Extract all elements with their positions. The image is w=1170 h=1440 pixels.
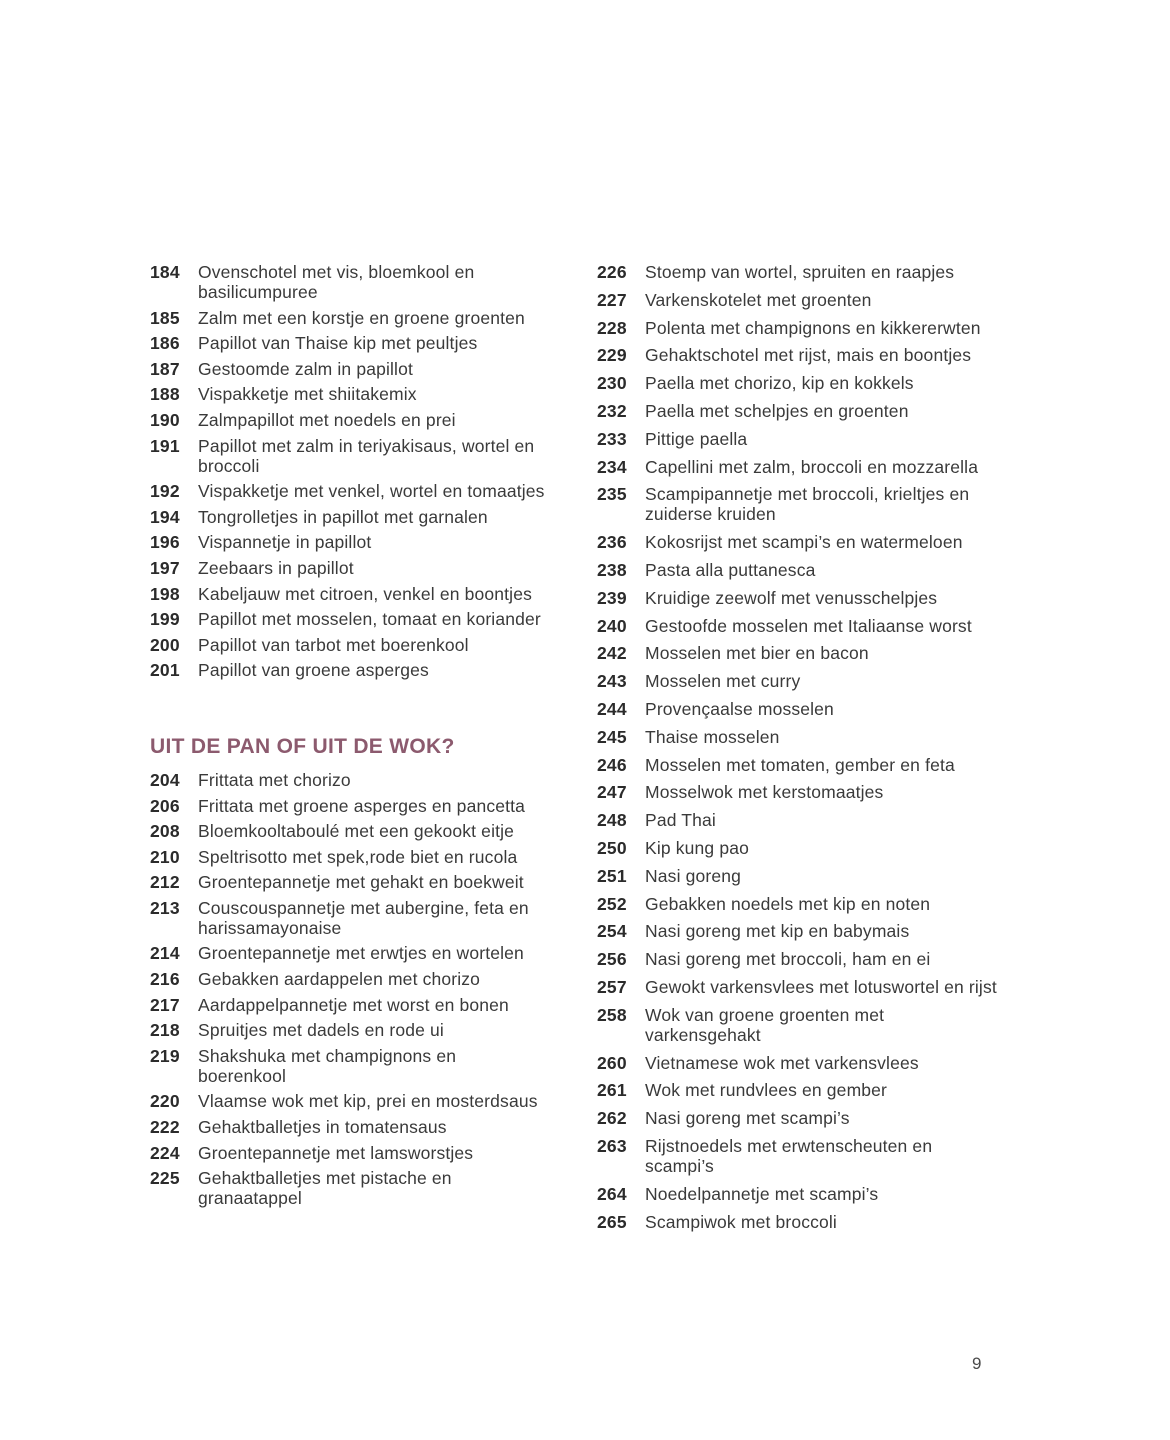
toc-recipe-title: Kip kung pao: [645, 837, 749, 858]
toc-entry: [150, 635, 545, 655]
toc-page-number: 184: [150, 262, 180, 282]
toc-entry: [597, 1108, 997, 1128]
toc-recipe-title: Tongrolletjes in papillot met garnalen: [198, 506, 488, 527]
toc-recipe-title: Mosselen met curry: [645, 671, 801, 692]
toc-recipe-title: Papillot met mosselen, tomaat en koriander: [198, 609, 541, 630]
toc-recipe-title: Gehaktballetjes met pistache en granaatappel: [198, 1168, 452, 1209]
toc-page-number: 191: [150, 435, 180, 456]
toc-page-number: 235: [597, 484, 627, 505]
toc-recipe-title: Capellini met zalm, broccoli en mozzarella: [645, 456, 979, 477]
toc-page-number: 200: [150, 634, 180, 655]
toc-recipe-title: Papillot van groene asperges: [198, 660, 429, 681]
toc-page-number: 257: [597, 976, 627, 997]
toc-recipe-title: Pasta alla puttanesca: [645, 559, 816, 580]
toc-page-number: 239: [597, 587, 627, 608]
toc-page-number: 238: [597, 559, 627, 580]
toc-recipe-title: Nasi goreng met scampi’s: [645, 1108, 850, 1129]
toc-page-number: 216: [150, 969, 180, 990]
toc-entry: [597, 318, 997, 338]
toc-page-number: 187: [150, 358, 180, 379]
toc-recipe-title: Wok met rundvlees en gember: [645, 1080, 888, 1101]
toc-recipe-title: Pad Thai: [645, 810, 716, 831]
toc-page-number: 250: [597, 837, 627, 858]
toc-page-number: 240: [597, 615, 627, 636]
toc-entry: [597, 457, 997, 477]
toc-recipe-title: Stoemp van wortel, spruiten en raapjes: [645, 262, 955, 282]
toc-page-number: 218: [150, 1020, 180, 1041]
toc-entry: [150, 359, 545, 379]
toc-recipe-title: Varkenskotelet met groenten: [645, 289, 872, 310]
toc-entry: [150, 609, 545, 629]
toc-page-number: 264: [597, 1183, 627, 1204]
toc-page-number: 254: [597, 921, 627, 942]
toc-recipe-title: Vispannetje in papillot: [198, 532, 372, 553]
toc-entry: [150, 333, 545, 353]
toc-recipe-title: Mosselen met tomaten, gember en feta: [645, 754, 955, 775]
toc-page-number: 225: [150, 1168, 180, 1189]
toc-entry: [150, 660, 545, 680]
toc-recipe-title: Couscouspannetje met aubergine, feta en harissamayonaise: [198, 897, 529, 938]
toc-entry: [150, 384, 545, 404]
toc-entry: [597, 1053, 997, 1073]
toc-page-number: 217: [150, 994, 180, 1015]
toc-entry: [597, 401, 997, 421]
toc-recipe-title: Gehaktballetjes in tomatensaus: [198, 1117, 447, 1138]
toc-entry: [150, 1020, 545, 1040]
toc-recipe-title: Scampipannetje met broccoli, krieltjes en zuiderse kruiden: [645, 484, 970, 525]
toc-recipe-title: Paella met schelpjes en groenten: [645, 400, 909, 421]
toc-page-number: 246: [597, 754, 627, 775]
toc-recipe-title: Provençaalse mosselen: [645, 698, 834, 719]
toc-recipe-title: Nasi goreng: [645, 865, 742, 886]
toc-entry: [597, 949, 997, 969]
toc-entry: [150, 584, 545, 604]
toc-entry: [150, 410, 545, 430]
toc-entry: [597, 484, 997, 524]
toc-recipe-title: Zalmpapillot met noedels en prei: [198, 409, 456, 430]
toc-page-number: 229: [597, 345, 627, 366]
toc-entry: [597, 1184, 997, 1204]
toc-recipe-title: Kabeljauw met citroen, venkel en boontjes: [198, 583, 532, 604]
toc-recipe-title: Papillot van tarbot met boerenkool: [198, 634, 469, 655]
toc-recipe-title: Groentepannetje met erwtjes en wortelen: [198, 943, 524, 964]
toc-page-number: 261: [597, 1080, 627, 1101]
toc-page-number: 219: [150, 1045, 180, 1066]
toc-page-number: 192: [150, 481, 180, 502]
toc-page-number: 262: [597, 1108, 627, 1129]
toc-entry: [597, 588, 997, 608]
toc-recipe-title: Aardappelpannetje met worst en bonen: [198, 994, 509, 1015]
toc-page-number: 220: [150, 1091, 180, 1112]
toc-page-number: 256: [597, 949, 627, 970]
toc-recipe-title: Papillot met zalm in teriyakisaus, wortel en broccoli: [198, 435, 535, 476]
toc-entry: [150, 796, 545, 816]
toc-entry: [150, 1117, 545, 1137]
toc-entry: [597, 643, 997, 663]
toc-entry: [150, 481, 545, 501]
toc-entry: [150, 1091, 545, 1111]
toc-entry: [150, 1046, 545, 1086]
toc-recipe-title: Gehaktschotel met rijst, mais en boontjes: [645, 345, 972, 366]
toc-list-bottom: [150, 770, 545, 1208]
toc-recipe-title: Kruidige zeewolf met venusschelpjes: [645, 587, 938, 608]
toc-page-number: 263: [597, 1135, 627, 1156]
toc-entry: [150, 898, 545, 938]
toc-page-number: 258: [597, 1004, 627, 1025]
toc-page-number: 197: [150, 557, 180, 578]
toc-entry: [150, 1168, 545, 1208]
toc-recipe-title: Nasi goreng met kip en babymais: [645, 921, 910, 942]
toc-recipe-title: Frittata met groene asperges en pancetta: [198, 795, 526, 816]
toc-entry: [597, 1005, 997, 1045]
toc-recipe-title: Nasi goreng met broccoli, ham en ei: [645, 949, 931, 970]
toc-recipe-title: Zeebaars in papillot: [198, 557, 354, 578]
toc-page-number: 245: [597, 726, 627, 747]
toc-entry: [597, 262, 997, 282]
toc-entry: [597, 810, 997, 830]
toc-recipe-title: Frittata met chorizo: [198, 769, 351, 790]
toc-recipe-title: Polenta met champignons en kikkererwten: [645, 317, 981, 338]
toc-page-number: 244: [597, 698, 627, 719]
toc-page-number: 265: [597, 1211, 627, 1232]
toc-list-right: [597, 262, 997, 1232]
toc-entry: [597, 782, 997, 802]
toc-recipe-title: Speltrisotto met spek,rode biet en rucola: [198, 846, 518, 867]
right-column: [597, 262, 997, 1239]
toc-entry: [597, 1212, 997, 1232]
toc-recipe-title: Thaise mosselen: [645, 726, 780, 747]
toc-entry: [597, 616, 997, 636]
toc-entry: [597, 429, 997, 449]
toc-recipe-title: Bloemkooltaboulé met een gekookt eitje: [198, 821, 515, 842]
toc-entry: [597, 894, 997, 914]
toc-page-number: 260: [597, 1052, 627, 1073]
toc-recipe-title: Mosselen met bier en bacon: [645, 643, 869, 664]
toc-recipe-title: Mosselwok met kerstomaatjes: [645, 782, 884, 803]
toc-entry: [150, 1143, 545, 1163]
toc-page-number: 212: [150, 872, 180, 893]
toc-entry: [150, 507, 545, 527]
toc-entry: [597, 1136, 997, 1176]
toc-recipe-title: Gebakken aardappelen met chorizo: [198, 969, 481, 990]
toc-page-number: 198: [150, 583, 180, 604]
toc-entry: [150, 821, 545, 841]
toc-page-number: 227: [597, 289, 627, 310]
toc-entry: [597, 866, 997, 886]
toc-entry: [150, 262, 545, 302]
toc-recipe-title: Wok van groene groenten met varkensgehakt: [645, 1004, 885, 1045]
toc-page-number: 185: [150, 307, 180, 328]
section-spacer: [150, 686, 545, 734]
toc-page-number: 233: [597, 428, 627, 449]
toc-page-number: 251: [597, 865, 627, 886]
toc-page-number: 242: [597, 643, 627, 664]
toc-entry: [597, 560, 997, 580]
toc-entry: [597, 671, 997, 691]
toc-page-number: 213: [150, 897, 180, 918]
toc-page-number: 204: [150, 769, 180, 790]
toc-recipe-title: Zalm met een korstje en groene groenten: [198, 307, 525, 328]
toc-entry: [150, 943, 545, 963]
toc-page-number: 214: [150, 943, 180, 964]
toc-recipe-title: Gewokt varkensvlees met lotuswortel en rijst: [645, 976, 997, 997]
toc-entry: [150, 969, 545, 989]
toc-recipe-title: Gebakken noedels met kip en noten: [645, 893, 931, 914]
toc-page-number: 206: [150, 795, 180, 816]
toc-recipe-title: Shakshuka met champignons en boerenkool: [198, 1045, 457, 1086]
toc-entry: [150, 436, 545, 476]
toc-page-number: 226: [597, 262, 627, 282]
toc-recipe-title: Groentepannetje met lamsworstjes: [198, 1142, 474, 1163]
toc-page-number: 194: [150, 506, 180, 527]
toc-page-number: 230: [597, 373, 627, 394]
toc-entry: [597, 532, 997, 552]
toc-page-number: 252: [597, 893, 627, 914]
toc-entry: [597, 290, 997, 310]
toc-entry: [150, 995, 545, 1015]
toc-recipe-title: Ovenschotel met vis, bloemkool en basilicumpuree: [198, 262, 475, 302]
toc-recipe-title: Vietnamese wok met varkensvlees: [645, 1052, 919, 1073]
toc-entry: [597, 699, 997, 719]
toc-page-number: 190: [150, 409, 180, 430]
toc-page-number: 243: [597, 671, 627, 692]
toc-recipe-title: Noedelpannetje met scampi’s: [645, 1183, 879, 1204]
toc-entry: [597, 373, 997, 393]
toc-list-top: [150, 262, 545, 680]
left-column: [150, 262, 545, 1214]
toc-entry: [597, 977, 997, 997]
toc-page-number: 186: [150, 333, 180, 354]
toc-entry: [597, 1080, 997, 1100]
toc-recipe-title: Rijstnoedels met erwtenscheuten en scampi’s: [645, 1135, 933, 1176]
toc-recipe-title: Gestoomde zalm in papillot: [198, 358, 413, 379]
toc-recipe-title: Pittige paella: [645, 428, 748, 449]
toc-page-number: 208: [150, 821, 180, 842]
toc-recipe-title: Vispakketje met shiitakemix: [198, 384, 417, 405]
toc-page-number: 199: [150, 609, 180, 630]
toc-page-number: 210: [150, 846, 180, 867]
toc-entry: [150, 308, 545, 328]
toc-page-number: 188: [150, 384, 180, 405]
toc-page-number: 236: [597, 532, 627, 553]
toc-page-number: 228: [597, 317, 627, 338]
toc-page-number: 222: [150, 1117, 180, 1138]
toc-page-number: 247: [597, 782, 627, 803]
toc-page-number: 196: [150, 532, 180, 553]
toc-recipe-title: Groentepannetje met gehakt en boekweit: [198, 872, 524, 893]
page-number: 9: [972, 1354, 982, 1373]
toc-entry: [150, 532, 545, 552]
toc-page-number: 248: [597, 810, 627, 831]
toc-entry: [150, 847, 545, 867]
toc-page-number: 201: [150, 660, 180, 681]
toc-entry: [597, 755, 997, 775]
toc-recipe-title: Paella met chorizo, kip en kokkels: [645, 373, 914, 394]
toc-entry: [597, 727, 997, 747]
section-heading: UIT DE PAN OF UIT DE WOK?: [150, 734, 455, 758]
toc-recipe-title: Kokosrijst met scampi’s en watermeloen: [645, 532, 963, 553]
toc-entry: [597, 345, 997, 365]
toc-page-number: 234: [597, 456, 627, 477]
toc-entry: [150, 558, 545, 578]
toc-entry: [597, 921, 997, 941]
toc-recipe-title: Vlaamse wok met kip, prei en mosterdsaus: [198, 1091, 538, 1112]
toc-recipe-title: Papillot van Thaise kip met peultjes: [198, 333, 478, 354]
toc-entry: [150, 872, 545, 892]
toc-recipe-title: Spruitjes met dadels en rode ui: [198, 1020, 444, 1041]
toc-entry: [597, 838, 997, 858]
toc-page-number: 232: [597, 400, 627, 421]
toc-recipe-title: Vispakketje met venkel, wortel en tomaatjes: [198, 481, 545, 502]
toc-page-number: 224: [150, 1142, 180, 1163]
toc-entry: [150, 770, 545, 790]
toc-recipe-title: Gestoofde mosselen met Italiaanse worst: [645, 615, 972, 636]
toc-recipe-title: Scampiwok met broccoli: [645, 1211, 837, 1232]
